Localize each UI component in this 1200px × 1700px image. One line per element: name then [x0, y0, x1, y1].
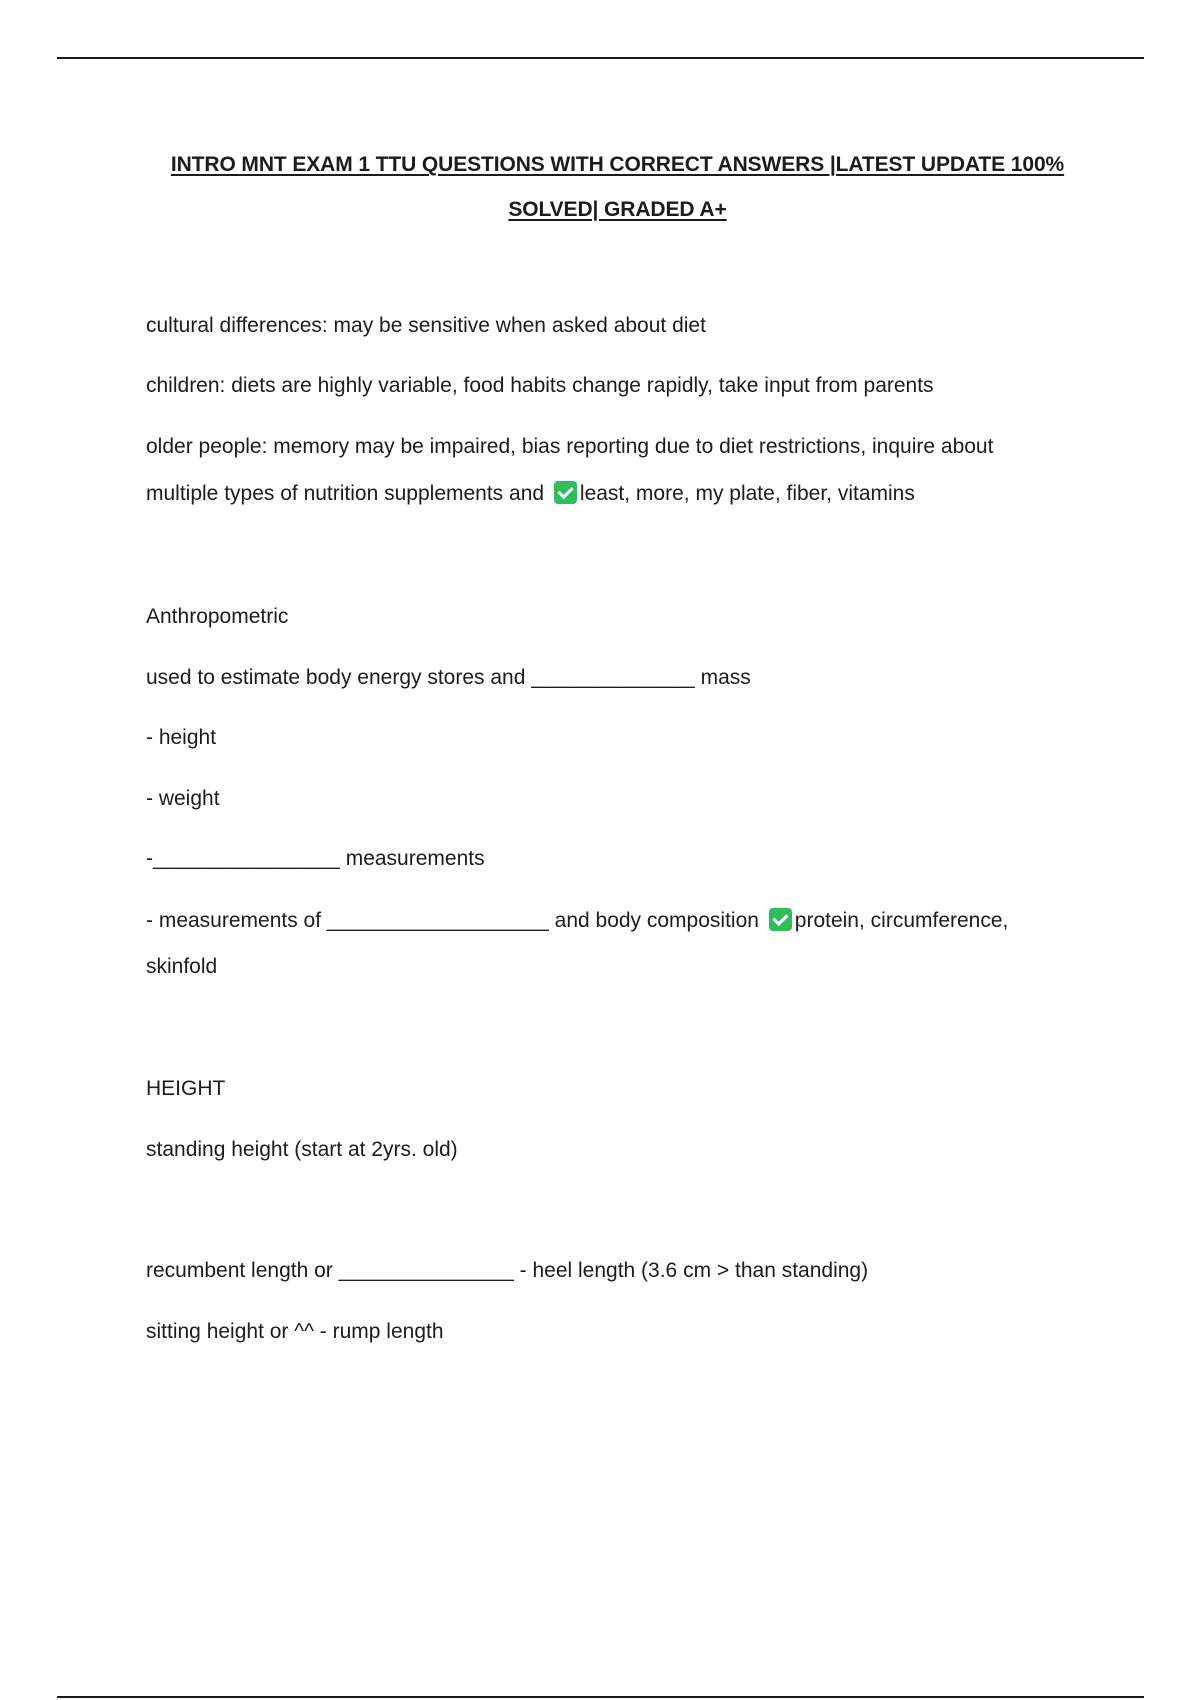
older-people-line-1: older people: memory may be impaired, bias reporting due to diet restrictions, inquire about — [146, 435, 994, 458]
older-question-text: multiple types of nutrition supplements and — [146, 482, 545, 505]
standing-height-line: standing height (start at 2yrs. old) — [146, 1138, 458, 1161]
measurements-of-line — [146, 907, 1008, 935]
bullet-measurements: -________________ measurements — [146, 847, 485, 870]
recumbent-length-line: recumbent length or _______________ - heel length (3.6 cm > than standing) — [146, 1259, 869, 1282]
measurements-answer-text: protein, circumference, — [794, 909, 1009, 932]
cultural-differences-line: cultural differences: may be sensitive when asked about diet — [146, 314, 706, 337]
anthropometric-used-line: used to estimate body energy stores and ______________ mass — [146, 666, 751, 689]
title-line-1: INTRO MNT EXAM 1 TTU QUESTIONS WITH CORRECT ANSWERS |LATEST UPDATE 100% — [170, 153, 1065, 176]
anthropometric-heading: Anthropometric — [146, 605, 289, 628]
older-answer-text: least, more, my plate, fiber, vitamins — [579, 482, 915, 505]
footer-rule — [57, 1696, 1144, 1698]
bullet-weight: - weight — [146, 787, 220, 810]
height-heading: HEIGHT — [146, 1077, 226, 1100]
document-title — [150, 142, 1085, 232]
children-line: children: diets are highly variable, food habits change rapidly, take input from parents — [146, 374, 934, 397]
title-line-2: SOLVED| GRADED A+ — [508, 198, 727, 221]
older-people-line-2 — [146, 480, 915, 508]
skinfold-line: skinfold — [146, 955, 218, 978]
sitting-height-line: sitting height or ^^ - rump length — [146, 1320, 444, 1343]
bullet-height: - height — [146, 726, 217, 749]
measurements-question-text: - measurements of ___________________ and body composition — [146, 909, 759, 932]
check-box-icon — [769, 908, 792, 931]
header-rule — [57, 57, 1144, 59]
check-box-icon — [554, 481, 577, 504]
